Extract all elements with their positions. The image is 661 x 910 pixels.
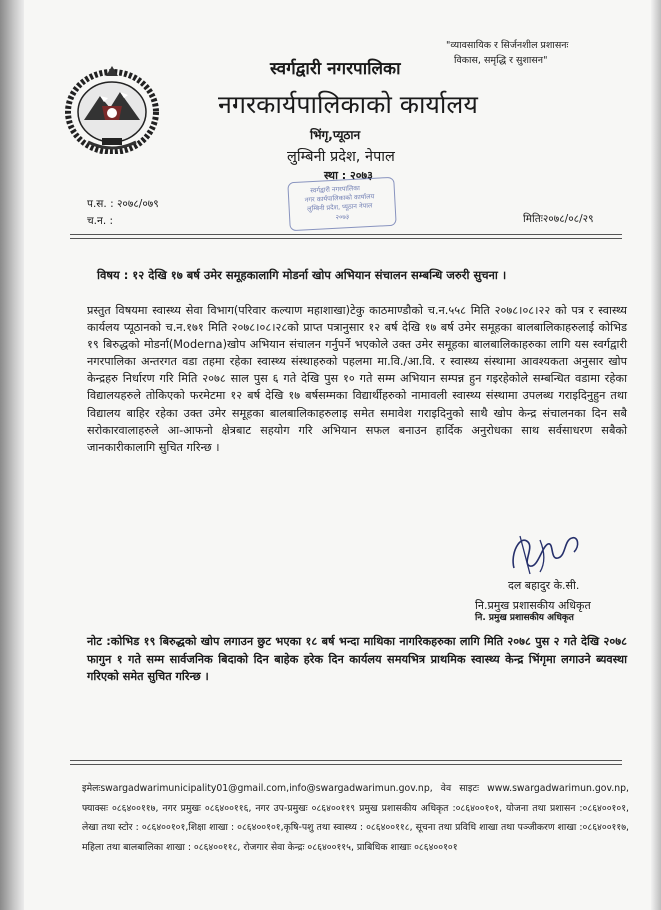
stamp-line-4: २०७३ bbox=[335, 212, 350, 222]
signatory-title: नि.प्रमुख प्रशासकीय अधिकृत bbox=[475, 599, 591, 612]
letter-body: प्रस्तुत विषयमा स्वास्थ्य सेवा विभाग(परिवार कल्याण महाशाखा)टेकु काठमाण्डौको च.न.५५८ मिति २०७८।०८।२२ को पत्र र स्वास्थ्य कार्यलय प्यूठानको च.न.१७१ मिति २०७८।०८।२८को प्राप्त पत्रानुसार १२ बर्ष देखि १७ बर्ष उमेर समूहका बालबालिकाहरुलाई कोभिड १९ बिरुद्धको मोडर्ना(Moderna)खोप अभियान संचालन गर्नुपर्ने भएकोले उक्त उमेर समूहका बालबालिकाहरुका लागि यस स्वर्गद्वारी नगरपालिका अन्तरगत वडा तहमा रहेका स्वास्थ्य संस्थाहरुको पहलमा मा.वि./आ.वि. र स्वास्थ्य संस्थामा आवश्यकता अनुसार खोप केन्द्रहरु निर्धारण गरि मिति २०७८ साल पुस ६ गते देखि पुस १० गते सम्म अभियान सम्पन्न हुन गइरहेकोले सम्बन्धित वडामा रहेका विद्यालयहरुले तोकिएको फरमेटमा १२ बर्ष देखि १७ बर्षसम्मका विद्यार्थीहरुको नामावली स्वास्थ्य संस्थामा उपलब्ध गराइदिनुहुन तथा विद्यालय बाहिर रहेका उक्त उमेर समूहका बालबालिकाहरुलाइ समेत समावेश गराइदिनुको साथै खोप केन्द्र संचालनका दिन सबै सरोकारवालाहरुले आ-आफनो क्षेत्रबाट सहयोग गरि अभियान सफल बनाउन हार्दिक अनुरोधका साथ सर्वसाधरण सबैको जानकारीकालागि सुचित गरिन्छ । bbox=[87, 304, 627, 454]
office-name: नगरकार्यपालिकाको कार्यालय bbox=[218, 90, 478, 119]
email-label: इमेलः bbox=[82, 783, 101, 794]
footer-rule-top bbox=[70, 760, 622, 761]
website-label: वेव साइटः bbox=[440, 783, 480, 794]
office-contact-footer bbox=[82, 779, 629, 857]
handwritten-signature bbox=[500, 524, 586, 580]
signatory-stamp: नि. प्रमुख प्रशासकीय अधिकृत bbox=[475, 613, 574, 623]
letter-date: मितिः२०७८/०८/२९ bbox=[523, 213, 594, 225]
letter-subject: विषय : १२ देखि १७ बर्ष उमेर समूहकालागि मोडर्ना खोप अभियान संचालन सम्बन्धि जरुरी सुचना । bbox=[97, 268, 507, 282]
stamp-line-2: नगर कार्यपालिकाको कार्यालय bbox=[304, 192, 375, 204]
email-address: swargadwarimunicipality01@gmail.com,info@swargadwarimun.gov.np, bbox=[100, 783, 433, 794]
office-motto bbox=[446, 38, 568, 68]
header-rule-top bbox=[70, 234, 622, 235]
footer-rule-bottom bbox=[70, 764, 622, 765]
scan-shadow-left bbox=[0, 0, 24, 910]
scan-shadow-right bbox=[651, 0, 661, 910]
office-seal-stamp bbox=[283, 176, 401, 232]
website-url: www.swargadwarimun.gov.np, bbox=[487, 783, 629, 794]
reference-number: च.न. : bbox=[87, 215, 114, 227]
signatory-name: दल बहादुर के.सी. bbox=[508, 579, 580, 592]
office-province: लुम्बिनी प्रदेश, नेपाल bbox=[287, 149, 395, 165]
government-emblem-icon bbox=[62, 62, 162, 154]
motto-line-2: विकास, समृद्धि र सुशासन" bbox=[454, 55, 548, 66]
header-rule-bottom bbox=[70, 238, 622, 239]
contact-numbers: फ्याक्सः ०८६४००११७, नगर प्रमुखः ०८६४००११६, नगर उप-प्रमुखः ०८६४००११९ प्रमुख प्रशासकीय अधिकृत :०८६४००१०१, योजना तथा प्रशासन :०८६४००१०१, लेखा तथा स्टोर : ०८६४००१०१,शिक्षा शाखा : ०८६४००१०१,कृषि-पशु तथा स्वास्थ्य : ०८६४००११८, सूचना तथा प्रविधि शाखा तथा पञ्जीकरण शाखा :०८६४००११७, महिला तथा बालबालिका शाखा : ०८६४००११८, रोजगार सेवा केन्द्रः ०८६४००११५, प्राबिधिक शाखाः ०८६४००१०१ bbox=[82, 802, 629, 853]
established-year: स्था : २०७३ bbox=[324, 169, 373, 182]
fiscal-year: प.स. : २०७८/०७९ bbox=[87, 198, 159, 210]
stamp-line-1: स्वर्गद्वारी नगरपालिका bbox=[310, 184, 361, 195]
motto-line-1: "व्यावसायिक र सिर्जनशील प्रशासनः bbox=[446, 40, 569, 51]
office-place: भिंगृ,प्यूठान bbox=[310, 128, 361, 142]
notice-note: नोट :कोभिड १९ बिरुद्धको खोप लगाउन छुट भएका १८ बर्ष भन्दा माथिका नागरिकहरुका लागि मिति २०७८ पुस २ गते देखि २०७८ फागुन १ गते सम्म सार्वजनिक बिदाको दिन बाहेक हरेक दिन कार्यलय समयभित्र प्राथमिक स्वास्थ्य केन्द्र भिंगृमा लगाउने ब्यवस्था गरिएको समेत सुचित गरिन्छ । bbox=[87, 635, 627, 683]
stamp-line-3: लुम्बिनी प्रदेश, प्यूठान नेपाल bbox=[306, 201, 373, 213]
municipality-name: स्वर्गद्वारी नगरपालिका bbox=[270, 59, 401, 79]
